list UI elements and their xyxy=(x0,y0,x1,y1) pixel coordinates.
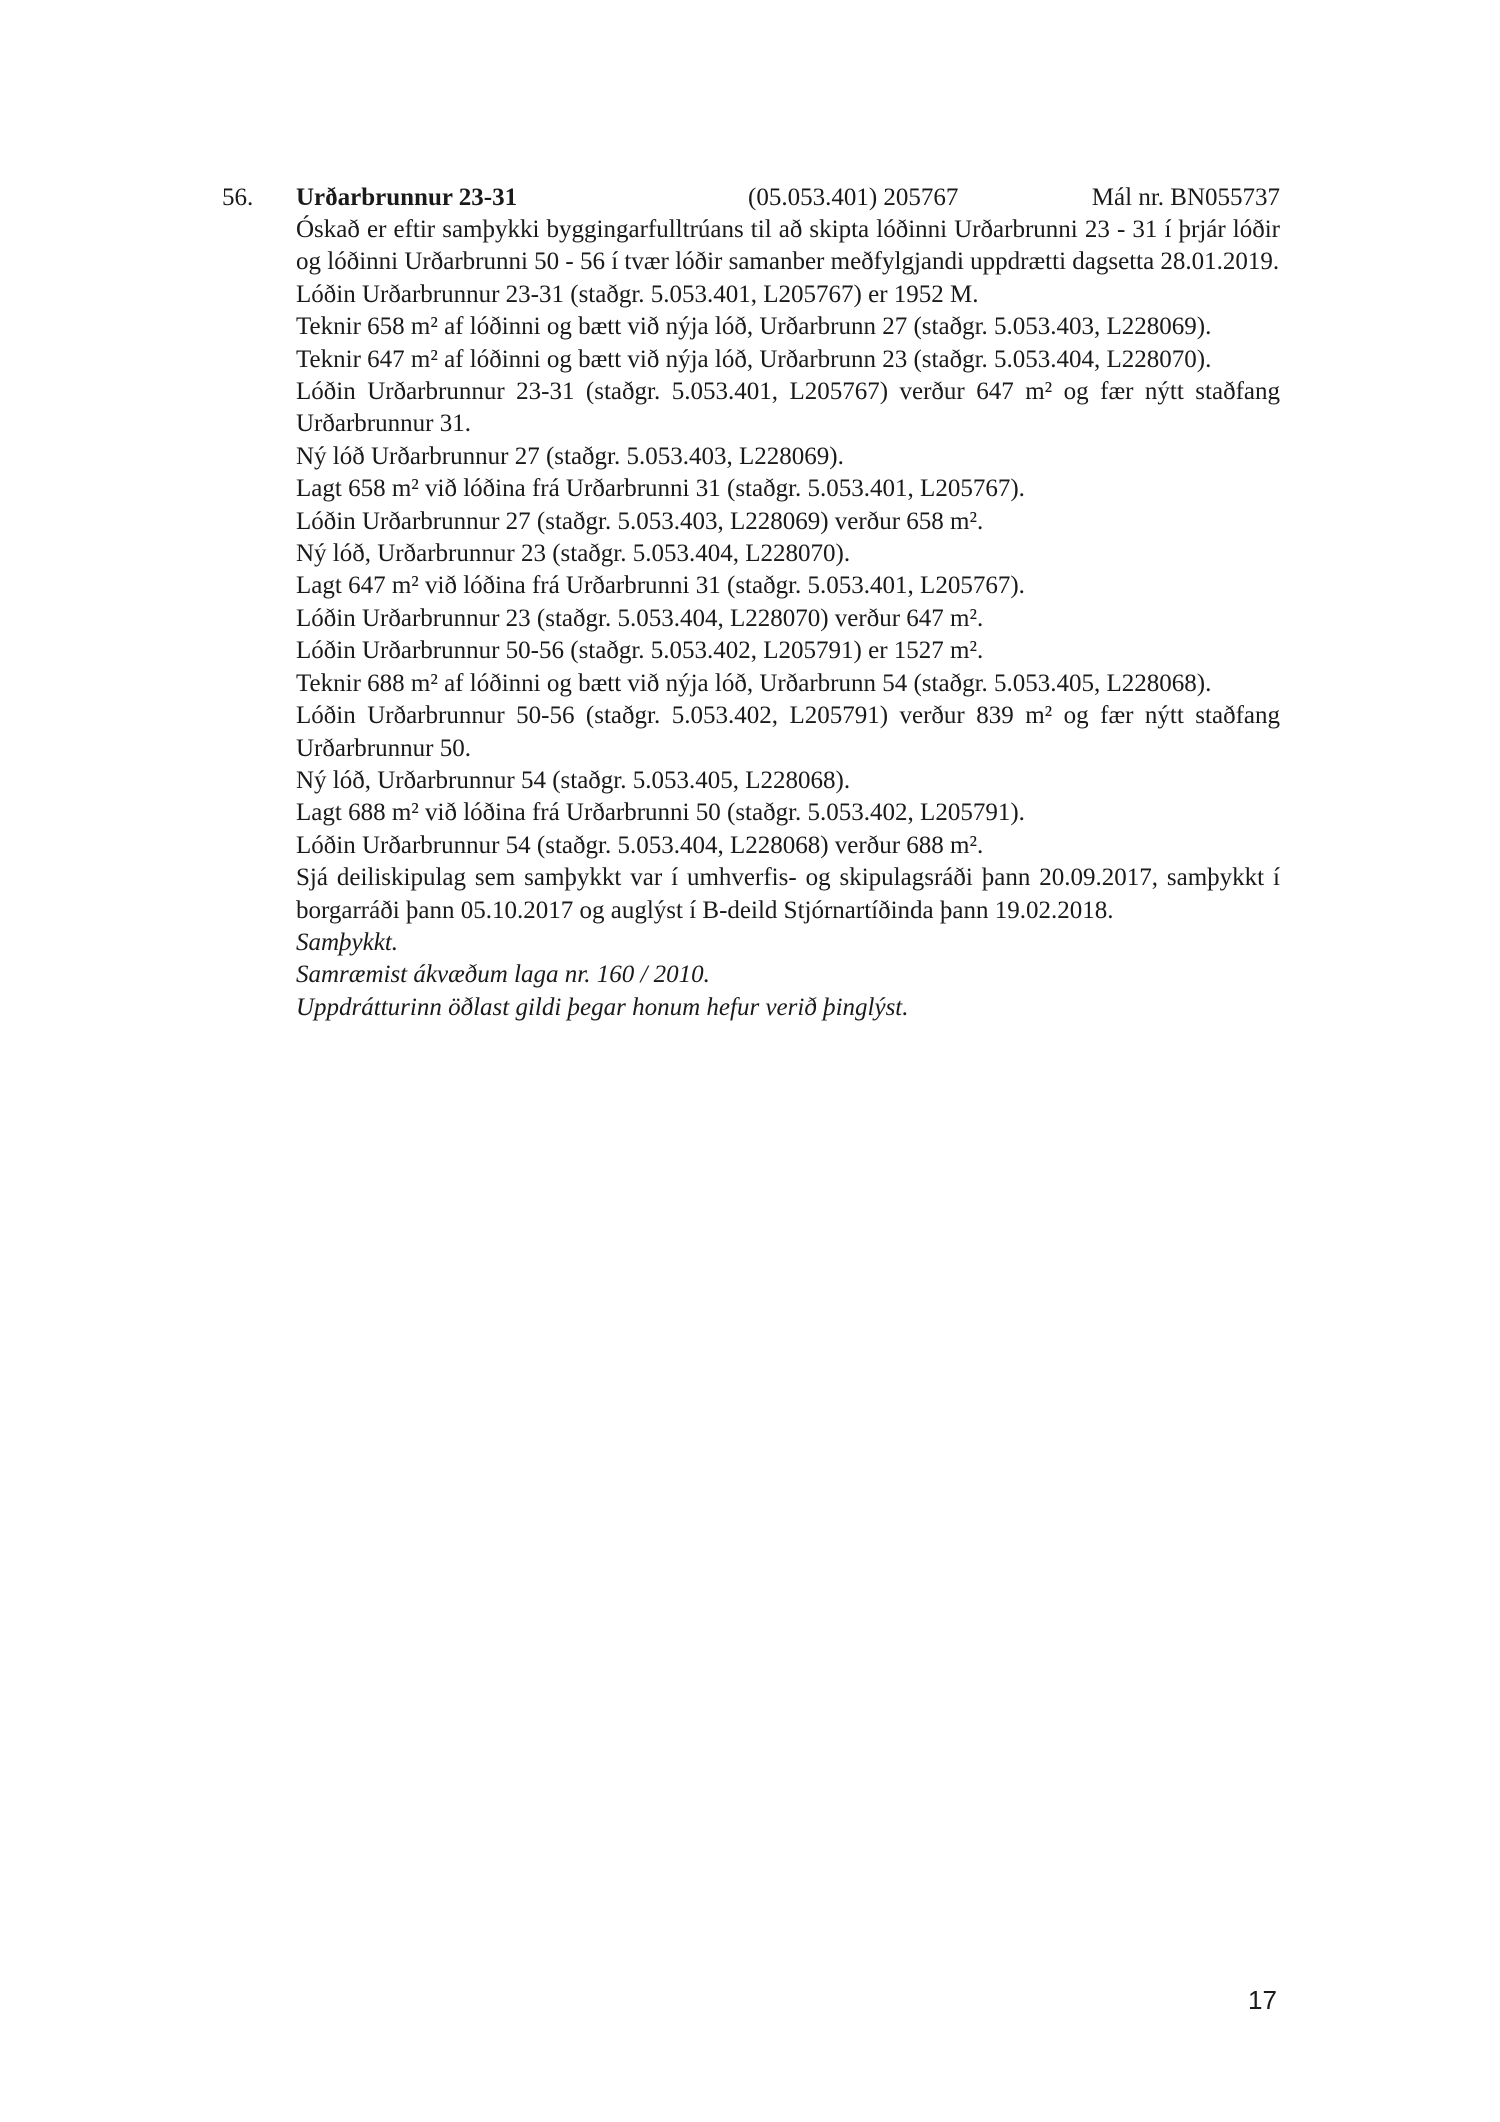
paragraph: Lagt 647 m² við lóðina frá Urðarbrunni 31 (staðgr. 5.053.401, L205767). xyxy=(296,572,1025,600)
agenda-item xyxy=(222,182,1280,1024)
item-heading xyxy=(222,182,1280,214)
paragraph: Lóðin Urðarbrunnur 50-56 (staðgr. 5.053.402, L205791) er 1527 m². xyxy=(296,637,984,665)
paragraph: Ný lóð, Urðarbrunnur 23 (staðgr. 5.053.404, L228070). xyxy=(296,540,851,568)
paragraph: Lóðin Urðarbrunnur 50-56 (staðgr. 5.053.402, L205791) verður 839 m² og fær nýtt staðfang Urðarbrunnur 50. xyxy=(296,702,1280,762)
paragraph: Lóðin Urðarbrunnur 23 (staðgr. 5.053.404, L228070) verður 647 m². xyxy=(296,604,984,632)
item-case-number: Mál nr. BN055737 xyxy=(1091,184,1280,211)
decision-law-compliance: Samræmist ákvæðum laga nr. 160 / 2010. xyxy=(296,961,710,989)
item-body xyxy=(296,214,1280,1024)
paragraph: Óskað er eftir samþykki byggingarfulltrúans til að skipta lóðinni Urðarbrunni 23 - 31 í þrjár lóðir og lóðinni Urðarbrunni 50 - 56 í tvær lóðir samanber meðfylgjandi uppdrætti dagsetta 28.01.2019. xyxy=(296,216,1280,276)
item-reference: (05.053.401) 205767 xyxy=(748,184,959,211)
paragraph: Teknir 688 m² af lóðinni og bætt við nýja lóð, Urðarbrunn 54 (staðgr. 5.053.405, L228068). xyxy=(296,669,1212,697)
paragraph: Ný lóð, Urðarbrunnur 54 (staðgr. 5.053.405, L228068). xyxy=(296,766,851,794)
paragraph: Lóðin Urðarbrunnur 54 (staðgr. 5.053.404, L228068) verður 688 m². xyxy=(296,831,984,859)
page-number: 17 xyxy=(1248,1985,1277,2015)
item-number: 56. xyxy=(222,184,254,211)
paragraph: Lagt 658 m² við lóðina frá Urðarbrunni 31 (staðgr. 5.053.401, L205767). xyxy=(296,475,1025,503)
paragraph: Sjá deiliskipulag sem samþykkt var í umhverfis- og skipulagsráði þann 20.09.2017, samþykkt í borgarráði þann 05.10.2017 og auglýst í B-deild Stjórnartíðinda þann 19.02.2018. xyxy=(296,864,1280,924)
paragraph: Ný lóð Urðarbrunnur 27 (staðgr. 5.053.403, L228069). xyxy=(296,442,844,470)
item-title: Urðarbrunnur 23-31 xyxy=(296,184,518,211)
decision-approved: Samþykkt. xyxy=(296,928,399,956)
paragraph: Teknir 647 m² af lóðinni og bætt við nýja lóð, Urðarbrunn 23 (staðgr. 5.053.404, L228070). xyxy=(296,345,1212,373)
paragraph: Lóðin Urðarbrunnur 27 (staðgr. 5.053.403, L228069) verður 658 m². xyxy=(296,507,984,535)
paragraph: Teknir 658 m² af lóðinni og bætt við nýja lóð, Urðarbrunn 27 (staðgr. 5.053.403, L228069). xyxy=(296,313,1212,341)
paragraph: Lóðin Urðarbrunnur 23-31 (staðgr. 5.053.401, L205767) verður 647 m² og fær nýtt staðfang Urðarbrunnur 31. xyxy=(296,378,1280,438)
paragraph: Lagt 688 m² við lóðina frá Urðarbrunni 50 (staðgr. 5.053.402, L205791). xyxy=(296,799,1025,827)
paragraph: Lóðin Urðarbrunnur 23-31 (staðgr. 5.053.401, L205767) er 1952 M. xyxy=(296,280,979,308)
decision-registration-note: Uppdrátturinn öðlast gildi þegar honum hefur verið þinglýst. xyxy=(296,993,909,1021)
